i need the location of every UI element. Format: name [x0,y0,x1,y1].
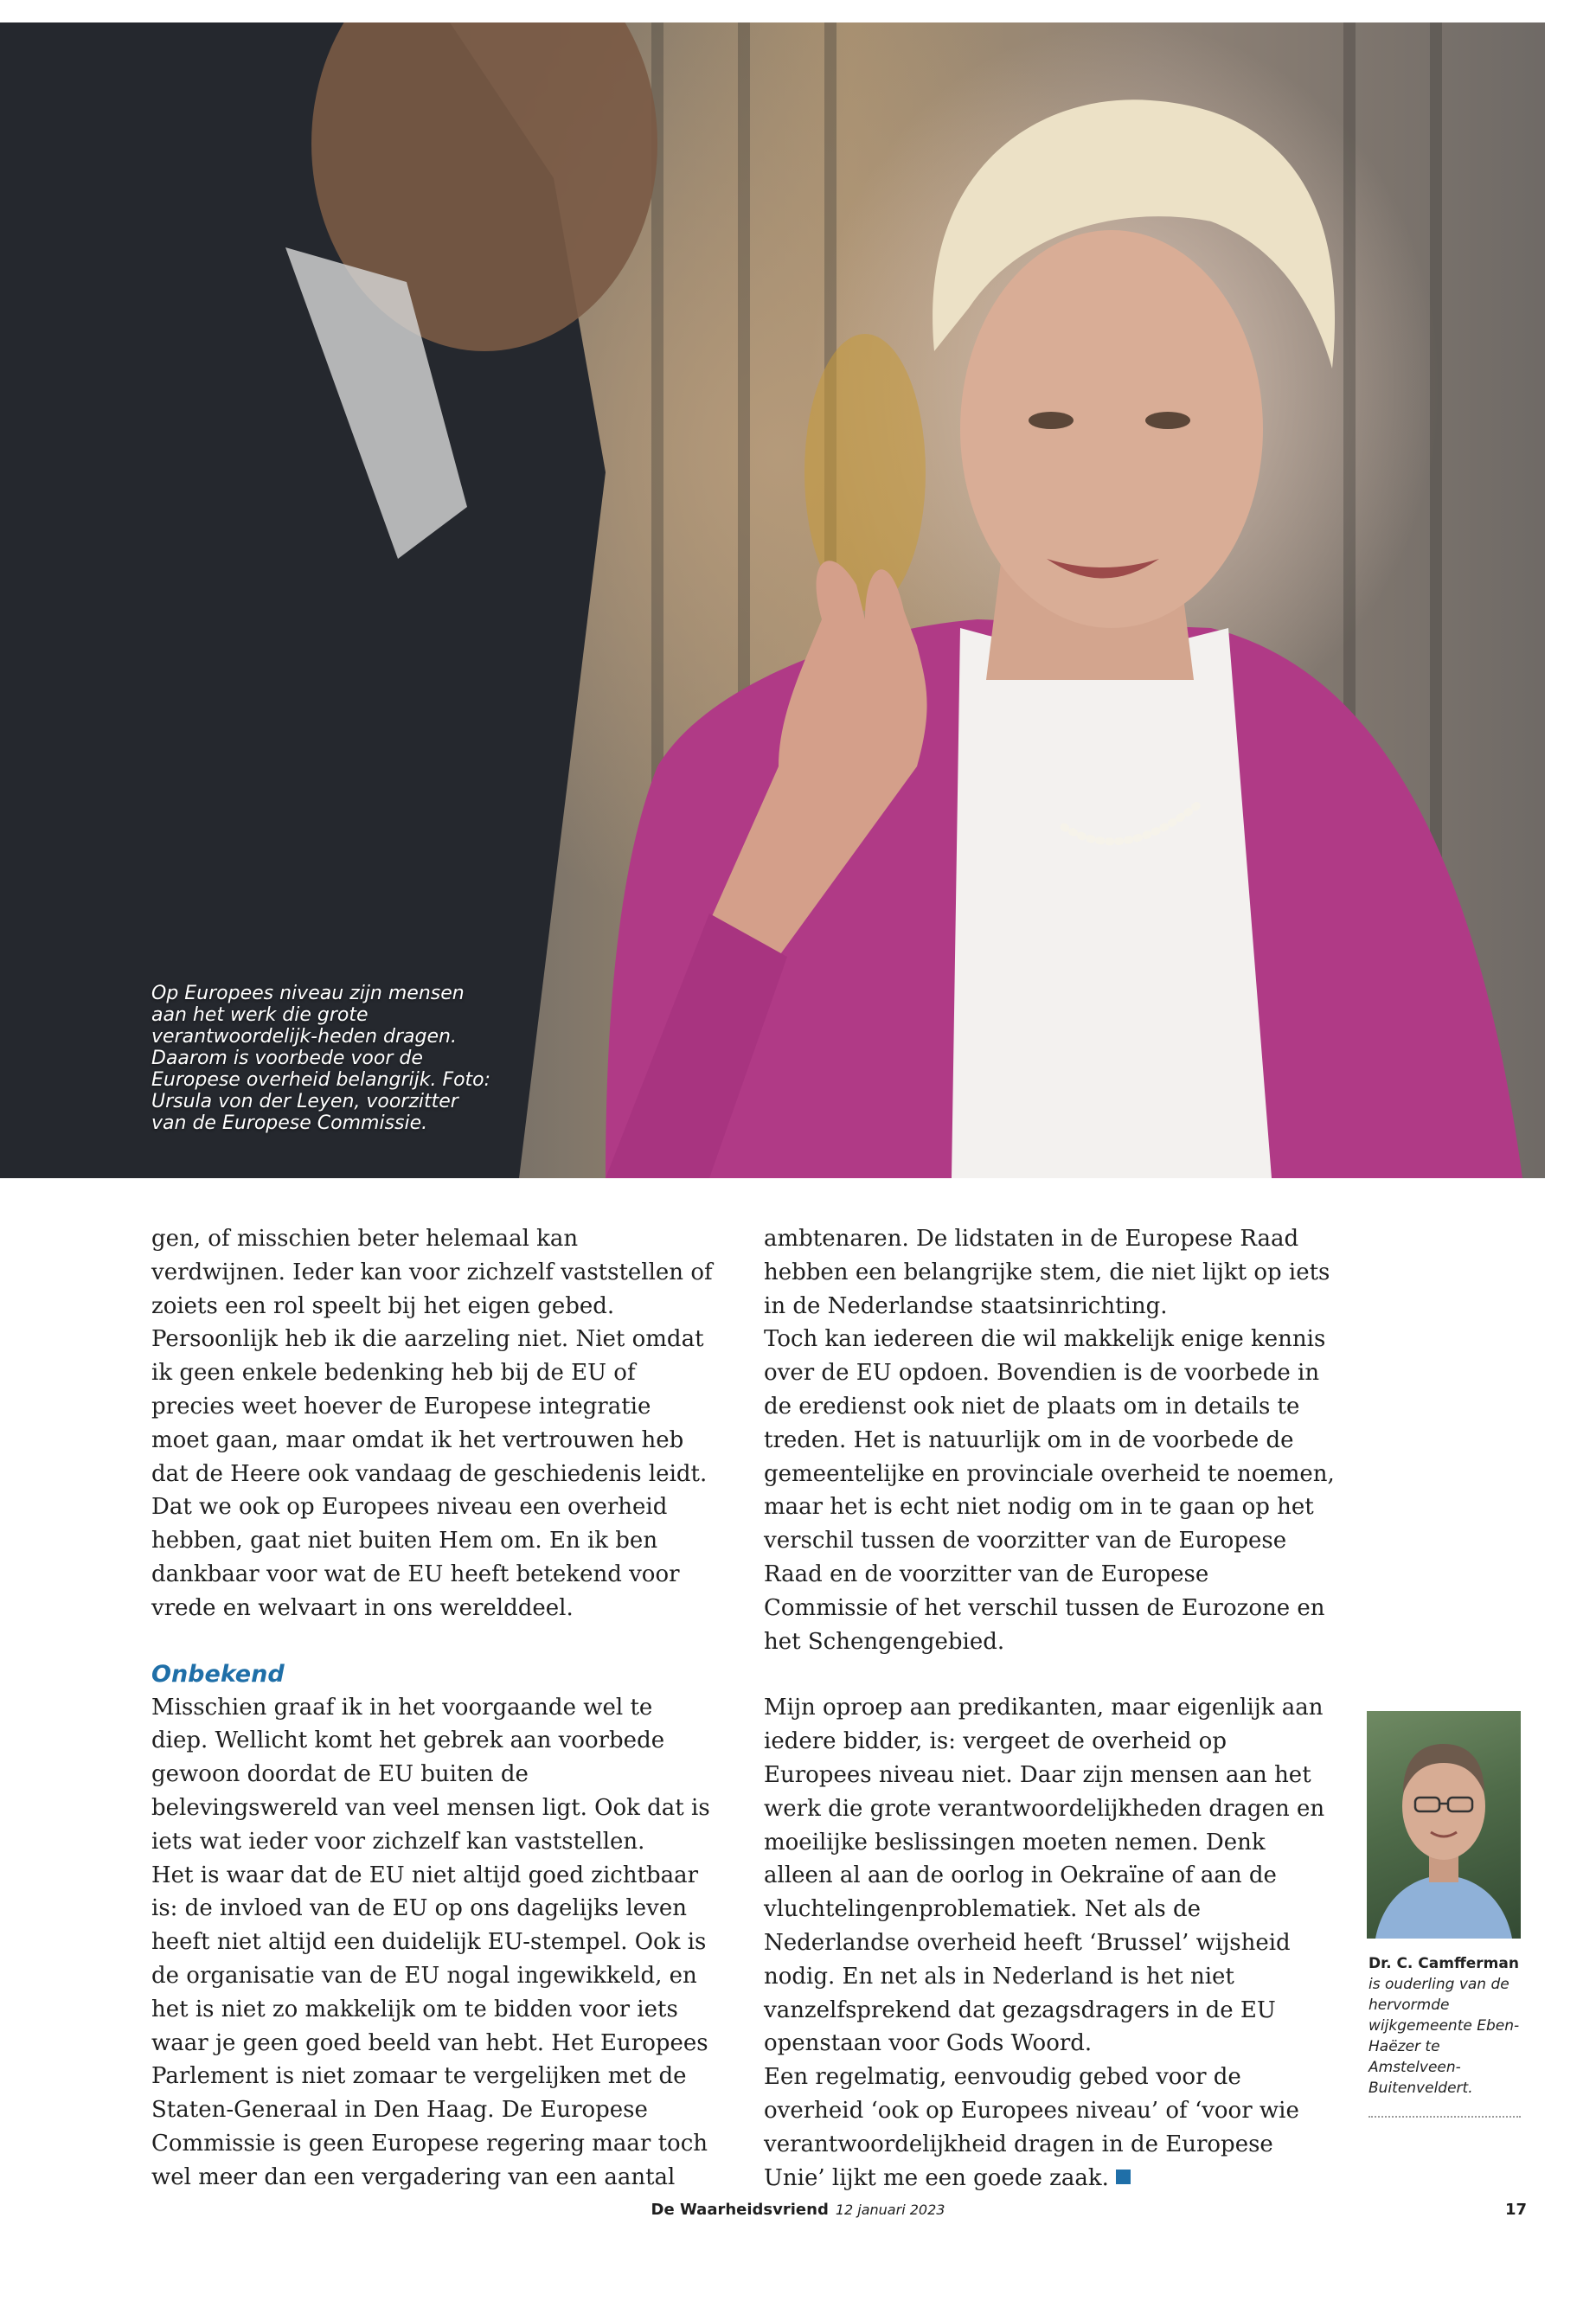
left-eye [1029,412,1074,429]
author-description: is ouderling van de hervormde wijkgemeente Eben-Haëzer te Amstelveen-Buitenveldert. [1368,1976,1520,2097]
left-paragraph-3: Het is waar dat de EU niet altijd goed zichtbaar is: de invloed van de EU op ons dagelijks leven heeft niet altijd een duidelijk EU-stempel. Ook is de organisatie van de EU nogal ingewikkeld, en het is niet zo makkelijk om te bidden voor iets waar je geen goed beeld van hebt. Het Europees Parlement is niet zomaar te vergelijken met de Staten-Generaal in Den Haag. De Europese Commissie is geen Europese regering maar toch wel meer dan een vergadering van een aantal [151,1862,708,2190]
right-paragraph-4-text: Een regelmatig, eenvoudig gebed voor de overheid ‘ook op Europees niveau’ of ‘voor wie verantwoordelijkheid dragen in de Europese Unie’ lijkt me een goede zaak. [764,2064,1299,2191]
hero-photo [0,22,1545,1178]
subhead-onbekend: Onbekend [151,1660,285,1688]
author-portrait-illustration [1367,1711,1521,1939]
issue-date: 12 januari 2023 [835,2202,945,2218]
author-divider [1368,2116,1521,2118]
end-of-article-mark [1116,2170,1131,2184]
photo-caption: Op Europees niveau zijn mensen aan het werk die grote verantwoordelijk-heden dragen. Daarom is voorbede voor de Europese overheid belangrijk. Foto: Ursula von der Leyen, voorzitter van de Europese Commissie. [151,983,491,1134]
left-paragraph-1: gen, of misschien beter helemaal kan verdwijnen. Ieder kan voor zichzelf vaststellen of zoiets een rol speelt bij het eigen gebed. Persoonlijk heb ik die aarzeling niet. Niet omdat ik geen enkele bedenking heb bij de EU of precies weet hoever de Europese integratie moet gaan, maar omdat ik het vertrouwen heb dat de Heere ook vandaag de geschiedenis leidt. Dat we ook op Europees niveau een overheid hebben, gaat niet buiten Hem om. En ik ben dankbaar voor wat de EU heeft betekend voor vrede en welvaart in ons werelddeel. [151,1226,713,1621]
right-column [764,1222,1335,2195]
author-name: Dr. C. Camfferman [1368,1955,1519,1972]
footer-publication-line [0,2201,1596,2219]
publication-name: De Waarheidsvriend [651,2201,829,2219]
right-paragraph-2: Toch kan iedereen die wil makkelijk enige kennis over de EU opdoen. Bovendien is de voorbede in de eredienst ook niet de plaats om in details te treden. Het is natuurlijk om in de voorbede de gemeentelijke en provinciale overheid te noemen, maar het is echt niet nodig om in te gaan op het verschil tussen de voorzitter van de Europese Raad en de voorzitter van de Europese Commissie of het verschil tussen de Eurozone en het Schengengebied. [764,1326,1335,1655]
right-eye [1145,412,1190,429]
left-paragraph-2: Misschien graaf ik in het voorgaande wel te diep. Wellicht komt het gebrek aan voorbede gewoon doordat de EU buiten de belevingswereld van veel mensen ligt. Ook dat is iets wat ieder voor zichzelf kan vaststellen. [151,1694,710,1855]
right-paragraph-3: Mijn oproep aan predikanten, maar eigenlijk aan iedere bidder, is: vergeet de overheid op Europees niveau niet. Daar zijn mensen aan het werk die grote verantwoordelijkheden dragen en moeilijke beslissingen moeten nemen. Denk alleen al aan de oorlog in Oekraïne of aan de vluchtelingenproblematiek. Net als de Nederlandse overheid heeft ‘Brussel’ wijsheid nodig. En net als in Nederland is het niet vanzelfsprekend dat gezagsdragers in de EU openstaan voor Gods Woord. [764,1695,1325,2057]
right-paragraph-1: ambtenaren. De lidstaten in de Europese Raad hebben een belangrijke stem, die niet lijkt op iets in de Nederlandse staatsinrichting. [764,1226,1330,1319]
white-blouse [952,628,1272,1178]
author-box [1368,1953,1524,2099]
page-footer [0,2201,1596,2227]
author-portrait [1367,1711,1521,1939]
page-number: 17 [1505,2201,1528,2219]
right-paragraph-4 [764,2061,1335,2195]
author-shirt [1375,1875,1512,1939]
left-column [151,1222,714,2195]
